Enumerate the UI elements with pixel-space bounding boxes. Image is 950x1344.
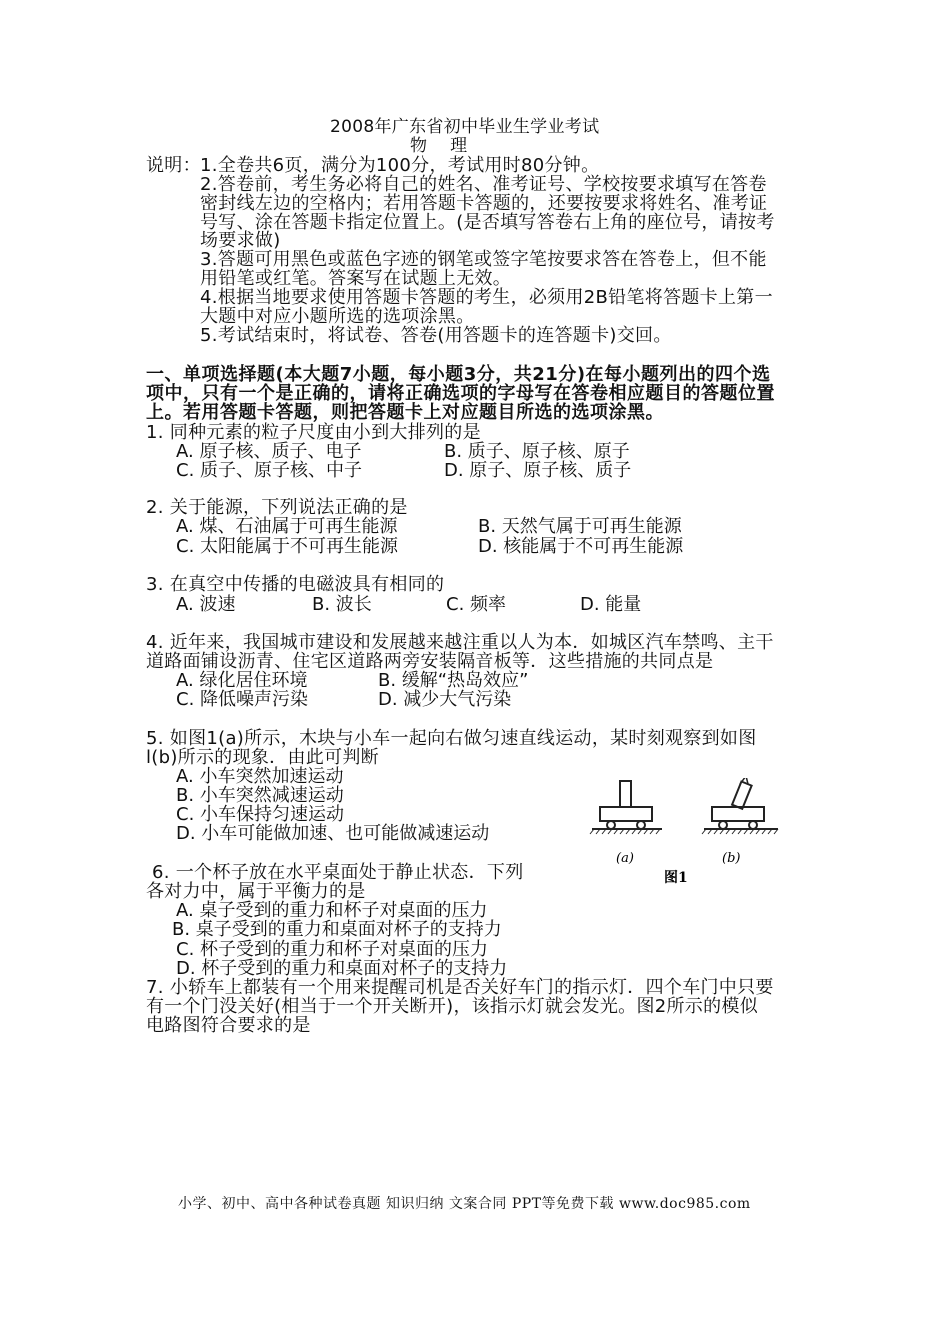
exam-title: 2008年广东省初中毕业生学业考试 [330,117,600,137]
cart-a [590,781,662,834]
question-stem: 7. 小轿车上都装有一个用来提醒司机是否关好车门的指示灯．四个车门中只要 [146,977,774,998]
instruction-line: 用铅笔或红笔。答案写在试题上无效。 [200,268,512,289]
figure-1-cart-diagram [588,778,818,888]
option-d: D. 能量 [580,594,642,615]
question-stem: 各对力中，属于平衡力的是 [146,881,366,902]
figure-label-a: (a) [616,851,634,866]
figure-caption: 图1 [664,870,688,886]
option-a: A. 原子核、质子、电子 [176,441,362,462]
option-c: C. 太阳能属于不可再生能源 [176,536,399,557]
option-a: A. 波速 [176,594,236,615]
question-stem: 6. 一个杯子放在水平桌面处于静止状态．下列 [152,862,524,883]
question-stem: 5. 如图1(a)所示，木块与小车一起向右做匀速直线运动，某时刻观察到如图 [146,728,757,749]
option-a: A. 小车突然加速运动 [176,766,344,787]
option-d: D. 杯子受到的重力和桌面对杯子的支持力 [176,958,508,979]
instruction-line: 密封线左边的空格内；若用答题卡答题的，还要按要求将姓名、准考证 [200,193,768,214]
instruction-line: 号写、涂在答题卡指定位置上。(是否填写答卷右上角的座位号，请按考 [200,212,775,233]
option-a: A. 煤、石油属于可再生能源 [176,516,398,537]
option-c: C. 降低噪声污染 [176,689,309,710]
question-stem: 有一个门没关好(相当于一个开关断开)，该指示灯就会发光。图2所示的模似 [146,996,758,1017]
question-stem: 2. 关于能源，下列说法正确的是 [146,497,408,518]
option-b: B. 桌子受到的重力和桌面对杯子的支持力 [172,919,502,940]
option-c: C. 杯子受到的重力和杯子对桌面的压力 [176,939,489,960]
option-c: C. 小车保持匀速运动 [176,804,345,825]
footer-text: 小学、初中、高中各种试卷真题 知识归纳 文案合同 PPT等免费下载 www.doc985.com [178,1196,751,1212]
option-c: C. 质子、原子核、中子 [176,460,363,481]
instruction-line: 5.考试结束时，将试卷、答卷(用答题卡的连答题卡)交回。 [200,325,672,346]
question-stem: 4. 近年来，我国城市建设和发展越来越注重以人为本．如城区汽车禁鸣、主干 [146,632,774,653]
option-a: A. 绿化居住环境 [176,670,308,691]
section-heading: 项中，只有一个是正确的，请将正确选项的字母写在答卷相应题目的答题位置 [146,383,775,404]
option-c: C. 频率 [446,594,507,615]
option-b: B. 小车突然减速运动 [176,785,344,806]
cart-b [702,778,778,834]
option-b: B. 波长 [312,594,372,615]
option-a: A. 桌子受到的重力和杯子对桌面的压力 [176,900,488,921]
section-heading: 上。若用答题卡答题，则把答题卡上对应题目所选的选项涂黑。 [146,402,664,423]
option-d: D. 小车可能做加速、也可能做减速运动 [176,823,490,844]
instruction-line: 4.根据当地要求使用答题卡答题的考生，必须用2B铅笔将答题卡上第一 [200,287,773,308]
figure-label-b: (b) [722,851,741,866]
instruction-line: 3.答题可用黑色或蓝色字迹的钢笔或签字笔按要求答在答卷上，但不能 [200,249,767,270]
option-b: B. 缓解“热岛效应” [378,670,529,691]
instruction-line: 场要求做) [200,230,281,251]
instruction-line: 大题中对应小题所选的选项涂黑。 [200,306,475,327]
question-stem: 3. 在真空中传播的电磁波具有相同的 [146,574,445,595]
option-b: B. 天然气属于可再生能源 [478,516,682,537]
question-stem: l(b)所示的现象．由此可判断 [146,747,379,768]
option-d: D. 原子、原子核、质子 [444,460,632,481]
question-stem: 电路图符合要求的是 [146,1015,311,1036]
section-heading: 一、单项选择题(本大题7小题，每小题3分，共21分)在每小题列出的四个选 [146,364,771,385]
question-stem: 1. 同种元素的粒子尺度由小到大排列的是 [146,422,481,443]
instruction-line: 1.全卷共6页，满分为100分，考试用时80分钟。 [200,155,600,176]
instructions-prefix: 说明： [146,155,201,176]
instruction-line: 2.答卷前，考生务必将自己的姓名、准考证号、学校按要求填写在答卷 [200,174,767,195]
option-d: D. 减少大气污染 [378,689,512,710]
option-d: D. 核能属于不可再生能源 [478,536,684,557]
option-b: B. 质子、原子核、原子 [444,441,630,462]
question-stem: 道路面铺设沥青、住宅区道路两旁安装隔音板等．这些措施的共同点是 [146,651,714,672]
subject-title: 物 理 [410,136,468,156]
